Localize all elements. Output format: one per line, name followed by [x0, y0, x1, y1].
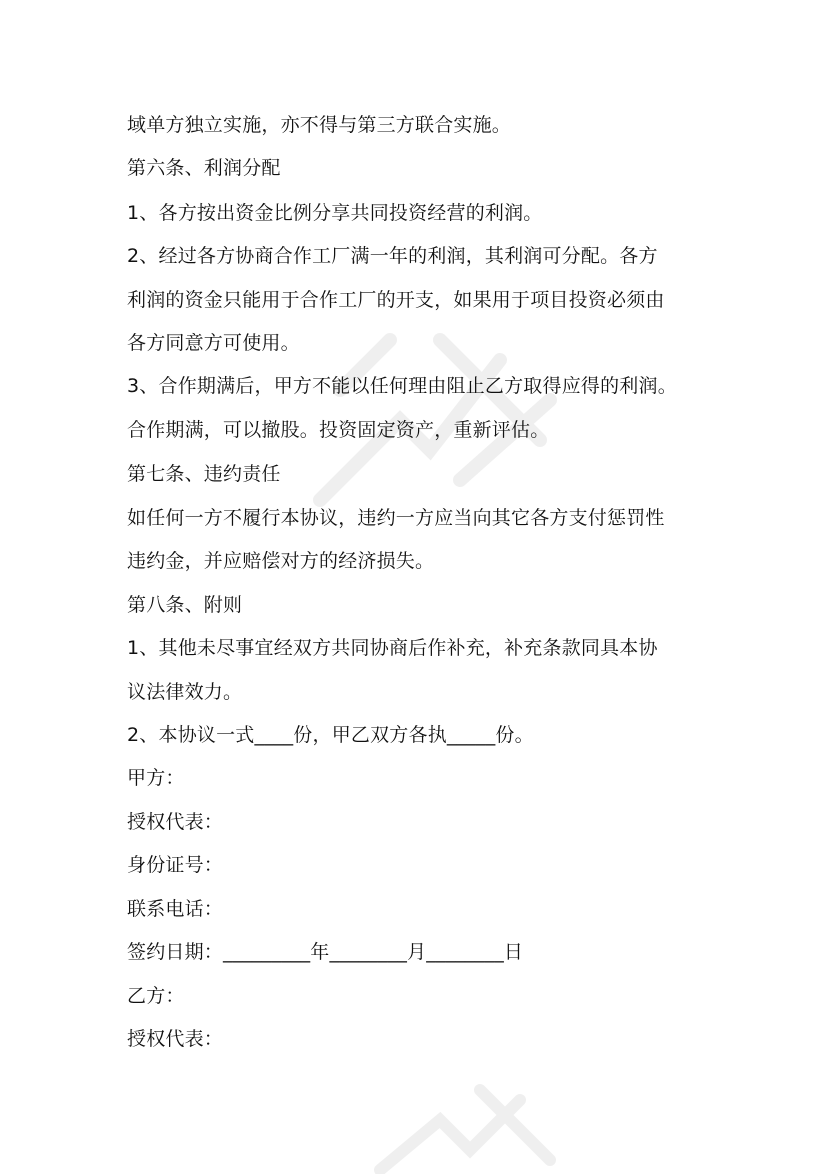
authorized-rep-label-b: 授权代表： — [127, 1028, 224, 1050]
paragraph-line: 如任何一方不履行本协议，违约一方应当向其它各方支付惩罚性 — [127, 507, 665, 529]
section-heading-article-6: 第六条、利润分配 — [127, 157, 281, 179]
paragraph-line: 3、合作期满后，甲方不能以任何理由阻止乙方取得应得的利润。 — [127, 375, 677, 397]
paragraph-line: 违约金，并应赔偿对方的经济损失。 — [127, 550, 435, 572]
authorized-rep-label: 授权代表： — [127, 811, 224, 833]
section-heading-article-7: 第七条、违约责任 — [127, 463, 281, 485]
party-b-label: 乙方： — [127, 985, 185, 1007]
phone-label: 联系电话： — [127, 898, 224, 920]
id-number-label: 身份证号： — [127, 854, 224, 876]
paragraph-line: 2、本协议一式____份，甲乙双方各执_____份。 — [127, 724, 534, 746]
paragraph-line: 利润的资金只能用于合作工厂的开支，如果用于项目投资必须由 — [127, 289, 665, 311]
signing-date-label: 签约日期：_________年________月________日 — [127, 941, 524, 963]
paragraph-line: 议法律效力。 — [127, 681, 243, 703]
paragraph-line: 2、经过各方协商合作工厂满一年的利润，其利润可分配。各方 — [127, 245, 658, 267]
paragraph-line: 1、其他未尽事宜经双方共同协商后作补充，补充条款同具本协 — [127, 637, 658, 659]
paragraph-line: 1、各方按出资金比例分享共同投资经营的利润。 — [127, 202, 543, 224]
party-a-label: 甲方： — [127, 767, 185, 789]
paragraph-line: 各方同意方可使用。 — [127, 332, 300, 354]
section-heading-article-8: 第八条、附则 — [127, 594, 243, 616]
paragraph-line: 域单方独立实施，亦不得与第三方联合实施。 — [127, 114, 512, 136]
paragraph-line: 合作期满，可以撤股。投资固定资产，重新评估。 — [127, 419, 550, 441]
